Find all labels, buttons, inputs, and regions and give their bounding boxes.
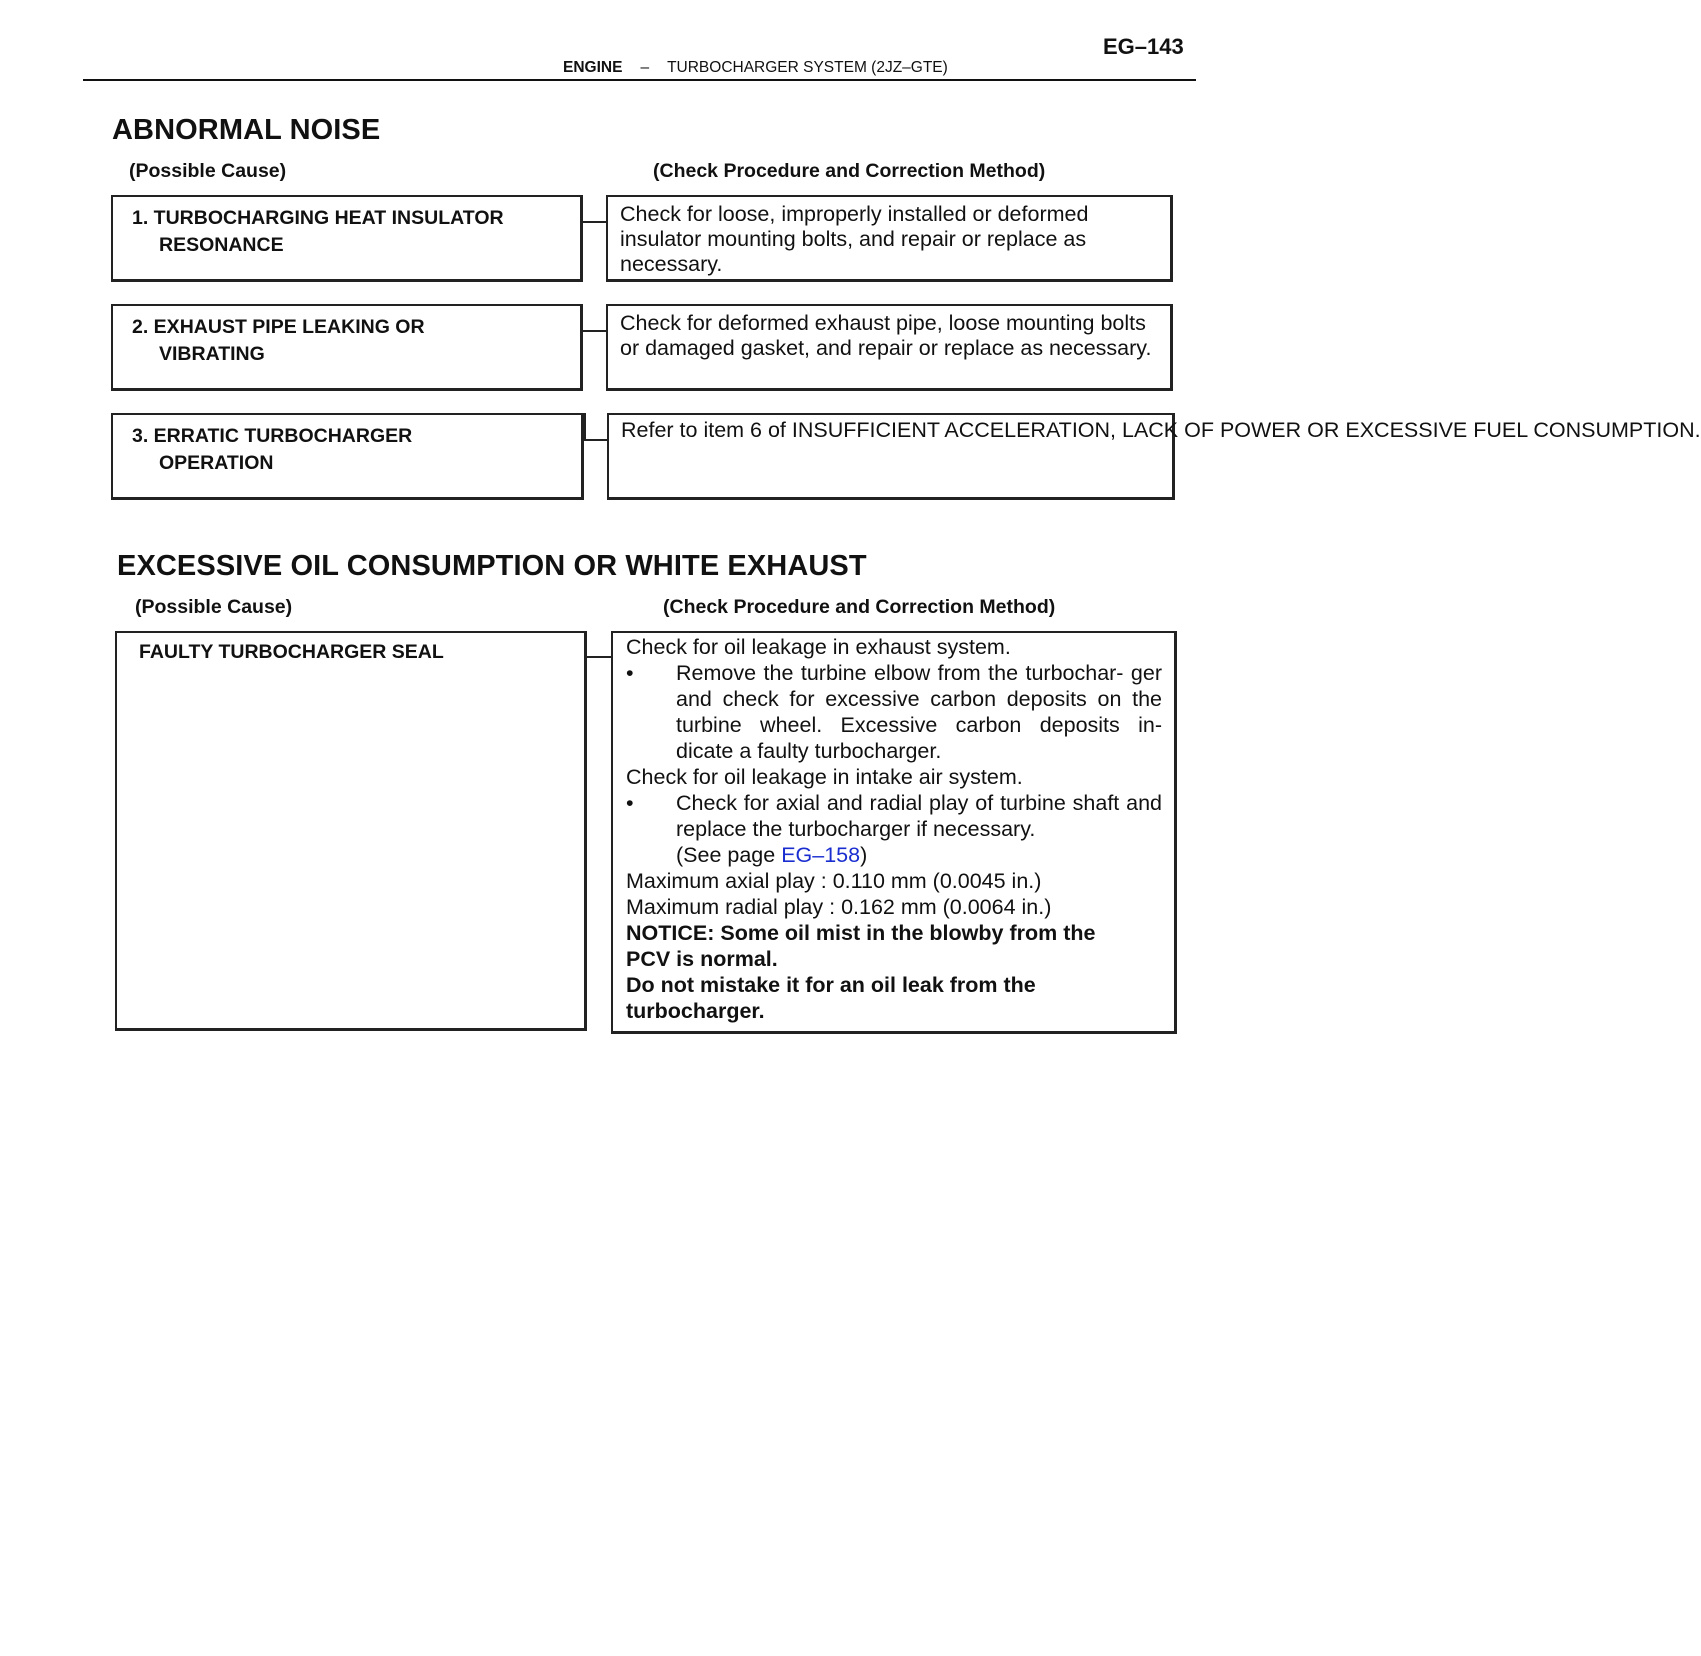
see-page-link[interactable]: EG–158	[781, 843, 861, 867]
column-heading-possible-cause: (Possible Cause)	[129, 160, 287, 182]
radial-play-spec: Maximum radial play : 0.162 mm (0.0064 in.)	[626, 895, 1052, 919]
column-heading-check-procedure: (Check Procedure and Correction Method)	[653, 160, 1046, 182]
connector-line	[584, 439, 608, 441]
cause-text	[132, 423, 412, 477]
connector-line	[587, 656, 611, 658]
cause-text	[132, 205, 504, 259]
cause-text	[132, 314, 425, 368]
connector-line	[584, 413, 586, 439]
check-box	[611, 631, 1177, 1034]
cause-box	[115, 631, 587, 1031]
bullet-item	[626, 660, 1162, 764]
connector-line	[583, 221, 607, 223]
column-heading-check-procedure: (Check Procedure and Correction Method)	[663, 596, 1056, 618]
notice-line: NOTICE: Some oil mist in the blowby from the	[626, 921, 1096, 945]
cause-box	[111, 195, 583, 282]
header-subsection: TURBOCHARGER SYSTEM (2JZ–GTE)	[667, 59, 948, 76]
cause-line: 3. ERRATIC TURBOCHARGER	[132, 425, 413, 447]
notice-line: Do not mistake it for an oil leak from the	[626, 973, 1036, 997]
running-header	[563, 59, 948, 77]
header-rule	[83, 79, 1196, 81]
header-separator: –	[640, 59, 650, 76]
cause-line: RESONANCE	[159, 234, 284, 256]
cause-box	[111, 413, 584, 500]
bullet-text: Check for axial and radial play of turbine shaft and replace the turbocharger if necessary.	[676, 791, 1162, 841]
connector-line	[583, 330, 607, 332]
cause-text: FAULTY TURBOCHARGER SEAL	[139, 641, 444, 663]
see-page-prefix: (See page	[676, 843, 782, 867]
section-title-excessive-oil: EXCESSIVE OIL CONSUMPTION OR WHITE EXHAUST	[117, 550, 867, 582]
check-box	[606, 195, 1173, 282]
notice-line: turbocharger.	[626, 999, 765, 1023]
check-detail	[626, 634, 1162, 1024]
see-page-suffix: )	[860, 843, 868, 867]
cause-line: 1. TURBOCHARGING HEAT INSULATOR	[132, 207, 504, 229]
header-section: ENGINE	[563, 59, 623, 76]
check-box	[606, 304, 1173, 391]
bullet-icon: •	[626, 791, 634, 815]
check-line: Check for oil leakage in exhaust system.	[626, 635, 1011, 659]
check-line: Check for oil leakage in intake air system.	[626, 765, 1023, 789]
section-title-abnormal-noise: ABNORMAL NOISE	[112, 114, 381, 146]
cause-line: VIBRATING	[159, 343, 265, 365]
check-box	[607, 413, 1701, 500]
column-heading-possible-cause: (Possible Cause)	[135, 596, 293, 618]
see-page-reference	[626, 842, 1162, 868]
cause-line: OPERATION	[159, 452, 274, 474]
axial-play-spec: Maximum axial play : 0.110 mm (0.0045 in.)	[626, 869, 1042, 893]
check-text: Check for deformed exhaust pipe, loose mounting bolts or damaged gasket, and repair or replace as necessary.	[620, 311, 1152, 360]
bullet-item	[626, 790, 1162, 842]
cause-box	[111, 304, 583, 391]
bullet-icon: •	[626, 661, 634, 685]
page-number: EG–143	[1103, 34, 1184, 59]
check-text: Check for loose, improperly installed or deformed insulator mounting bolts, and repair or replace as necessary.	[620, 202, 1089, 276]
notice-line: PCV is normal.	[626, 947, 778, 971]
cause-line: 2. EXHAUST PIPE LEAKING OR	[132, 316, 425, 338]
check-text: Refer to item 6 of INSUFFICIENT ACCELERATION, LACK OF POWER OR EXCESSIVE FUEL CONSUMPTION.	[621, 418, 1701, 442]
bullet-text: Remove the turbine elbow from the turbochar- ger and check for excessive carbon deposits on the turbine wheel. Excessive carbon deposits in- dicate a faulty turbocharger.	[676, 661, 1162, 763]
